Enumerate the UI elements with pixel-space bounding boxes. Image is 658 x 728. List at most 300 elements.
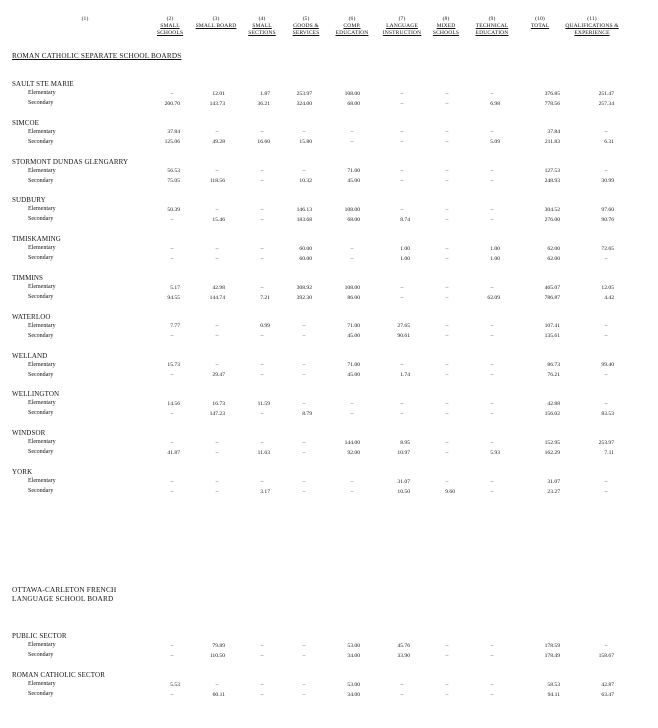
table-cell: – xyxy=(445,284,449,291)
board-name: PUBLIC SECTOR xyxy=(12,632,67,640)
table-cell: – xyxy=(260,168,264,175)
table-cell: 56.53 xyxy=(167,168,180,175)
row-label: Secondary xyxy=(28,652,54,658)
table-cell: 31.07 xyxy=(397,478,410,485)
table-cell: 308.92 xyxy=(296,284,312,291)
table-cell: 1.74 xyxy=(400,372,410,379)
table-cell: 50.39 xyxy=(167,206,180,213)
table-cell: 144.74 xyxy=(209,294,225,301)
table-cell: 108.00 xyxy=(344,206,360,213)
column-header xyxy=(381,16,423,37)
table-cell: 71.00 xyxy=(347,168,360,175)
table-cell: 42.87 xyxy=(601,681,614,688)
table-cell: – xyxy=(302,478,306,485)
table-cell: – xyxy=(490,284,494,291)
table-cell: – xyxy=(170,255,174,262)
table-cell: – xyxy=(445,216,449,223)
table-cell: – xyxy=(490,652,494,659)
table-cell: 178.59 xyxy=(544,642,560,649)
table-cell: 10.50 xyxy=(397,488,410,495)
table-cell: 5.09 xyxy=(490,139,500,146)
table-cell: – xyxy=(170,439,174,446)
table-cell: – xyxy=(490,90,494,97)
row-label: Elementary xyxy=(28,284,56,290)
table-cell: 41.87 xyxy=(167,449,180,456)
table-cell: 45.00 xyxy=(347,333,360,340)
table-cell: 251.47 xyxy=(598,90,614,97)
table-cell: 5.53 xyxy=(170,681,180,688)
section-title: OTTAWA-CARLETON FRENCH LANGUAGE SCHOOL BOARD xyxy=(12,586,117,603)
table-cell: – xyxy=(604,372,608,379)
table-cell: – xyxy=(490,642,494,649)
table-cell: – xyxy=(445,294,449,301)
table-cell: 1.87 xyxy=(260,90,270,97)
table-cell: – xyxy=(302,323,306,330)
table-cell: 465.07 xyxy=(544,284,560,291)
table-cell: – xyxy=(400,206,404,213)
table-cell: 253.97 xyxy=(296,90,312,97)
table-cell: 110.50 xyxy=(209,652,225,659)
table-cell: – xyxy=(302,691,306,698)
table-cell: 42.98 xyxy=(212,284,225,291)
table-cell: – xyxy=(604,488,608,495)
table-cell: – xyxy=(445,323,449,330)
table-cell: – xyxy=(260,410,264,417)
table-cell: – xyxy=(490,410,494,417)
table-cell: – xyxy=(260,216,264,223)
column-number: (7) xyxy=(398,16,406,22)
table-cell: 86.00 xyxy=(347,294,360,301)
table-cell: – xyxy=(445,691,449,698)
column-header xyxy=(519,16,561,30)
column-number: (4) xyxy=(258,16,266,22)
row-label: Elementary xyxy=(28,361,56,368)
table-cell: – xyxy=(490,362,494,369)
table-cell: – xyxy=(170,216,174,223)
column-header xyxy=(285,16,327,37)
table-cell: – xyxy=(260,362,264,369)
table-cell: – xyxy=(350,129,354,136)
table-cell: 392.30 xyxy=(296,294,312,301)
table-cell: – xyxy=(604,129,608,136)
table-cell: 36.21 xyxy=(257,100,270,107)
table-cell: 34.00 xyxy=(347,652,360,659)
table-cell: 15.73 xyxy=(167,362,180,369)
table-cell: – xyxy=(170,245,174,252)
table-cell: 9.60 xyxy=(445,488,455,495)
table-cell: 1.00 xyxy=(490,255,500,262)
table-cell: 45.00 xyxy=(347,372,360,379)
table-cell: – xyxy=(400,178,404,185)
table-cell: – xyxy=(302,439,306,446)
table-cell: 146.13 xyxy=(296,206,312,213)
row-label: Secondary xyxy=(28,691,54,697)
row-label: Elementary xyxy=(28,439,56,446)
table-cell: – xyxy=(350,255,354,262)
column-title: TECHNICAL EDUCATION xyxy=(475,23,509,36)
table-cell: – xyxy=(302,372,306,379)
table-cell: 8.95 xyxy=(400,439,410,446)
board-name: WELLINGTON xyxy=(12,390,60,399)
board-name: STORMONT DUNDAS GLENGARRY xyxy=(12,157,129,166)
column-title: SMALL BOARD xyxy=(195,23,237,29)
table-cell: 27.65 xyxy=(397,323,410,330)
table-cell: 53.00 xyxy=(347,642,360,649)
table-cell: 97.60 xyxy=(601,206,614,213)
table-cell: – xyxy=(445,478,449,485)
column-number: (1) xyxy=(81,16,89,22)
section-title: ROMAN CATHOLIC SEPARATE SCHOOL BOARDS xyxy=(12,52,182,60)
table-cell: – xyxy=(490,129,494,136)
table-cell: – xyxy=(445,245,449,252)
table-cell: 79.89 xyxy=(212,642,225,649)
table-cell: 16.73 xyxy=(212,400,225,407)
table-cell: – xyxy=(445,333,449,340)
table-cell: – xyxy=(400,410,404,417)
table-cell: 118.56 xyxy=(209,178,225,185)
row-label: Secondary xyxy=(28,332,54,339)
board-name: SIMCOE xyxy=(12,118,40,127)
table-cell: – xyxy=(445,129,449,136)
board-name: TIMISKAMING xyxy=(12,235,61,244)
table-cell: 62.00 xyxy=(547,245,560,252)
table-cell: 62.09 xyxy=(487,294,500,301)
table-cell: – xyxy=(170,478,174,485)
table-cell: – xyxy=(445,90,449,97)
table-cell: – xyxy=(170,642,174,649)
row-label: Elementary xyxy=(28,681,56,687)
table-cell: – xyxy=(490,681,494,688)
table-cell: 304.52 xyxy=(544,206,560,213)
row-label: Secondary xyxy=(28,294,54,300)
table-cell: – xyxy=(490,691,494,698)
table-cell: 6.98 xyxy=(490,100,500,107)
table-cell: 34.00 xyxy=(347,691,360,698)
table-cell: – xyxy=(215,488,219,495)
row-label: Elementary xyxy=(28,245,56,252)
table-cell: 125.06 xyxy=(164,139,180,146)
table-cell: 135.61 xyxy=(544,333,560,340)
table-cell: – xyxy=(445,168,449,175)
table-cell: – xyxy=(260,372,264,379)
row-label: Elementary xyxy=(28,167,56,174)
table-cell: 60.00 xyxy=(299,245,312,252)
column-title: COMP. EDUCATION xyxy=(335,23,369,36)
table-cell: 11.63 xyxy=(257,449,270,456)
table-cell: – xyxy=(215,323,219,330)
table-cell: – xyxy=(490,400,494,407)
board-name: SUDBURY xyxy=(12,196,46,205)
table-cell: 7.77 xyxy=(170,323,180,330)
table-cell: 7.21 xyxy=(260,294,270,301)
board-name: ROMAN CATHOLIC SECTOR xyxy=(12,671,105,679)
table-cell: – xyxy=(445,642,449,649)
table-cell: – xyxy=(350,245,354,252)
table-cell: – xyxy=(490,333,494,340)
column-title: GOODS & SERVICES xyxy=(292,23,320,36)
table-cell: – xyxy=(400,691,404,698)
table-cell: – xyxy=(302,400,306,407)
table-cell: – xyxy=(400,168,404,175)
table-cell: 15.46 xyxy=(212,216,225,223)
board-name: WATERLOO xyxy=(12,312,51,321)
table-cell: – xyxy=(400,681,404,688)
table-cell: 92.00 xyxy=(347,449,360,456)
row-label: Secondary xyxy=(28,138,54,145)
table-cell: 37.84 xyxy=(547,129,560,136)
table-cell: – xyxy=(302,362,306,369)
table-cell: – xyxy=(445,100,449,107)
table-cell: – xyxy=(260,652,264,659)
table-cell: 276.00 xyxy=(544,216,560,223)
table-cell: – xyxy=(302,681,306,688)
table-cell: 162.29 xyxy=(544,449,560,456)
table-cell: 68.00 xyxy=(347,216,360,223)
table-cell: – xyxy=(400,284,404,291)
board-name: TIMMINS xyxy=(12,274,44,282)
table-cell: – xyxy=(445,410,449,417)
table-cell: – xyxy=(302,168,306,175)
table-cell: – xyxy=(445,449,449,456)
table-cell: – xyxy=(215,362,219,369)
column-number: (8) xyxy=(442,16,450,22)
table-cell: 10.97 xyxy=(397,449,410,456)
table-cell: – xyxy=(400,100,404,107)
table-cell: 29.47 xyxy=(212,372,225,379)
table-cell: – xyxy=(302,449,306,456)
table-cell: 1.00 xyxy=(490,245,500,252)
table-cell: 71.00 xyxy=(347,362,360,369)
table-cell: – xyxy=(260,206,264,213)
table-cell: – xyxy=(302,652,306,659)
board-name: WINDSOR xyxy=(12,429,46,438)
table-cell: – xyxy=(170,90,174,97)
table-cell: – xyxy=(445,178,449,185)
table-cell: 31.07 xyxy=(547,478,560,485)
table-cell: – xyxy=(350,478,354,485)
table-cell: – xyxy=(260,284,264,291)
table-cell: – xyxy=(215,478,219,485)
column-header xyxy=(563,16,621,37)
table-cell: – xyxy=(400,400,404,407)
table-cell: – xyxy=(445,255,449,262)
table-cell: 33.90 xyxy=(397,652,410,659)
table-cell: – xyxy=(260,681,264,688)
table-cell: – xyxy=(170,652,174,659)
row-label: Secondary xyxy=(28,100,54,106)
column-number: (6) xyxy=(348,16,356,22)
table-cell: – xyxy=(604,478,608,485)
table-cell: – xyxy=(260,255,264,262)
table-cell: – xyxy=(302,642,306,649)
table-cell: 10.32 xyxy=(299,178,312,185)
table-cell: – xyxy=(302,129,306,136)
board-name: WELLAND xyxy=(12,351,48,360)
table-cell: – xyxy=(445,206,449,213)
table-cell: 6.31 xyxy=(604,139,614,146)
table-cell: 200.70 xyxy=(164,100,180,107)
table-cell: 42.88 xyxy=(547,400,560,407)
table-cell: – xyxy=(170,372,174,379)
table-cell: 108.00 xyxy=(344,90,360,97)
table-cell: – xyxy=(445,400,449,407)
table-cell: 3.17 xyxy=(260,488,270,495)
table-cell: 45.00 xyxy=(347,178,360,185)
table-cell: – xyxy=(445,652,449,659)
table-cell: 108.00 xyxy=(344,284,360,291)
table-cell: 156.02 xyxy=(544,410,560,417)
table-cell: – xyxy=(490,168,494,175)
table-cell: 178.49 xyxy=(544,652,560,659)
table-cell: – xyxy=(445,362,449,369)
table-cell: 72.65 xyxy=(601,245,614,252)
table-cell: 7.11 xyxy=(604,449,614,456)
row-label: Elementary xyxy=(28,128,56,135)
row-label: Secondary xyxy=(28,449,54,456)
row-label: Secondary xyxy=(28,488,54,494)
table-cell: – xyxy=(445,372,449,379)
table-cell: 107.41 xyxy=(544,323,560,330)
table-cell: 49.28 xyxy=(212,139,225,146)
table-cell: – xyxy=(215,449,219,456)
column-number: (2) xyxy=(166,16,174,22)
table-cell: 60.11 xyxy=(212,691,225,698)
row-label: Secondary xyxy=(28,177,54,184)
table-cell: – xyxy=(604,400,608,407)
table-cell: 86.73 xyxy=(547,362,560,369)
column-header xyxy=(195,16,237,30)
table-cell: 90.61 xyxy=(397,333,410,340)
table-cell: – xyxy=(400,362,404,369)
column-header xyxy=(425,16,467,37)
table-cell: 99.40 xyxy=(601,362,614,369)
table-cell: 5.17 xyxy=(170,284,180,291)
table-cell: – xyxy=(604,323,608,330)
board-name: YORK xyxy=(12,468,33,476)
table-cell: 16.60 xyxy=(257,139,270,146)
column-header xyxy=(241,16,283,37)
row-label: Secondary xyxy=(28,255,54,262)
table-cell: 778.56 xyxy=(544,100,560,107)
column-title: SMALL SECTIONS xyxy=(248,23,276,36)
table-cell: – xyxy=(260,478,264,485)
table-cell: 12.01 xyxy=(212,90,225,97)
table-cell: 1.00 xyxy=(400,245,410,252)
table-cell: 53.00 xyxy=(347,681,360,688)
table-cell: 183.68 xyxy=(296,216,312,223)
table-cell: – xyxy=(490,488,494,495)
row-label: Elementary xyxy=(28,90,56,96)
table-cell: 376.85 xyxy=(544,90,560,97)
table-cell: 211.83 xyxy=(544,139,560,146)
column-title: QUALIFICATIONS & EXPERIENCE xyxy=(565,23,619,36)
table-cell: – xyxy=(170,410,174,417)
table-cell: – xyxy=(490,206,494,213)
table-cell: – xyxy=(604,255,608,262)
table-cell: 158.67 xyxy=(598,652,614,659)
table-cell: – xyxy=(215,439,219,446)
table-cell: 324.00 xyxy=(296,100,312,107)
table-cell: 94.55 xyxy=(167,294,180,301)
table-cell: – xyxy=(302,333,306,340)
table-cell: – xyxy=(350,139,354,146)
table-cell: 1.00 xyxy=(400,255,410,262)
table-cell: 253.97 xyxy=(598,439,614,446)
column-number: (5) xyxy=(302,16,310,22)
column-header xyxy=(75,16,95,23)
table-cell: – xyxy=(604,642,608,649)
row-label: Elementary xyxy=(28,322,56,329)
column-title: LANGUAGE INSTRUCTION xyxy=(382,23,422,36)
table-cell: 76.21 xyxy=(547,372,560,379)
table-cell: – xyxy=(215,129,219,136)
table-cell: – xyxy=(170,333,174,340)
table-cell: – xyxy=(490,372,494,379)
row-label: Elementary xyxy=(28,642,56,648)
table-cell: – xyxy=(260,245,264,252)
table-cell: – xyxy=(215,168,219,175)
table-cell: – xyxy=(445,439,449,446)
table-cell: 14.56 xyxy=(167,400,180,407)
row-label: Elementary xyxy=(28,400,56,407)
table-cell: – xyxy=(260,178,264,185)
row-label: Elementary xyxy=(28,478,56,484)
table-cell: 144.00 xyxy=(344,439,360,446)
column-number: (3) xyxy=(212,16,220,22)
table-cell: 37.84 xyxy=(167,129,180,136)
table-cell: 8.79 xyxy=(302,410,312,417)
table-cell: – xyxy=(400,139,404,146)
table-cell: 786.87 xyxy=(544,294,560,301)
table-cell: – xyxy=(302,488,306,495)
column-title: TOTAL xyxy=(530,23,550,29)
column-header xyxy=(331,16,373,37)
table-cell: – xyxy=(350,410,354,417)
table-cell: 63.47 xyxy=(601,691,614,698)
row-label: Elementary xyxy=(28,206,56,213)
table-cell: – xyxy=(400,90,404,97)
table-cell: 71.00 xyxy=(347,323,360,330)
table-cell: 12.05 xyxy=(601,284,614,291)
table-cell: 75.05 xyxy=(167,178,180,185)
table-cell: 4.42 xyxy=(604,294,614,301)
board-name: SAULT STE MARIE xyxy=(12,80,74,88)
table-cell: – xyxy=(170,691,174,698)
table-cell: 62.00 xyxy=(547,255,560,262)
table-cell: – xyxy=(260,642,264,649)
table-cell: 8.74 xyxy=(400,216,410,223)
table-cell: – xyxy=(260,439,264,446)
table-cell: – xyxy=(215,206,219,213)
table-cell: 127.53 xyxy=(544,168,560,175)
table-cell: – xyxy=(260,691,264,698)
column-number: (10) xyxy=(535,16,545,22)
column-number: (9) xyxy=(488,16,496,22)
table-cell: 58.53 xyxy=(547,681,560,688)
table-cell: – xyxy=(260,333,264,340)
table-cell: – xyxy=(215,681,219,688)
table-cell: – xyxy=(215,333,219,340)
table-cell: – xyxy=(260,129,264,136)
column-header xyxy=(471,16,513,37)
table-cell: 94.11 xyxy=(547,691,560,698)
table-cell: 248.93 xyxy=(544,178,560,185)
table-cell: – xyxy=(490,323,494,330)
column-number: (11) xyxy=(587,16,597,22)
table-cell: – xyxy=(490,478,494,485)
table-cell: – xyxy=(604,168,608,175)
table-cell: 23.27 xyxy=(547,488,560,495)
